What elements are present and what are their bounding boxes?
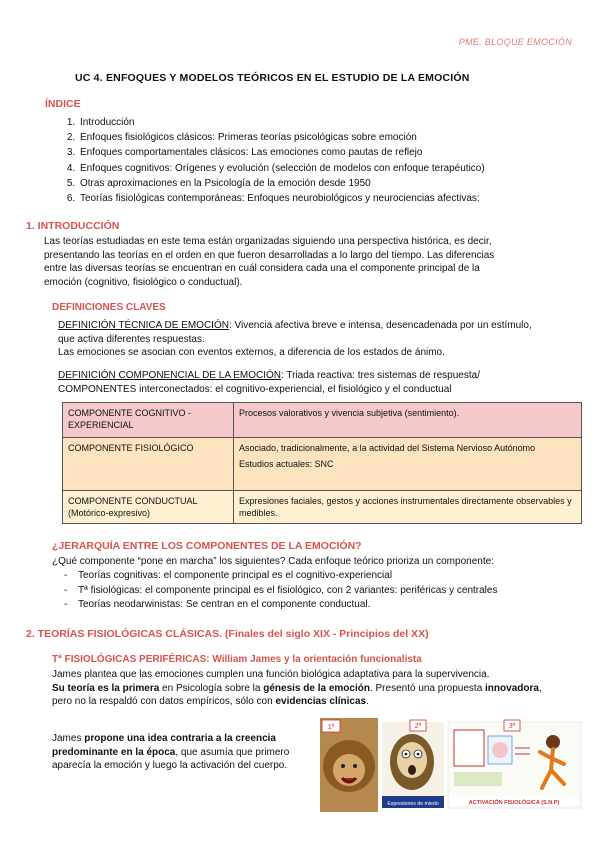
component-name: COMPONENTE COGNITIVO - EXPERIENCIAL — [63, 403, 234, 438]
index-list — [62, 115, 485, 206]
peripheral-theories-heading: Tª FISIOLÓGICAS PERIFÉRICAS: William James y la orientación funcionalista — [52, 654, 422, 665]
component-description — [234, 438, 582, 491]
componential-definition — [58, 369, 480, 396]
definitions-heading: DEFINICIONES CLAVES — [52, 302, 166, 313]
hierarchy-question: ¿Qué componente “pone en marcha” los siguientes? Cada enfoque teórico prioriza un componente: — [52, 556, 494, 567]
technical-definition-text: que activa diferentes respuestas. — [58, 333, 205, 345]
header-tag: PME. BLOQUE EMOCIÓN — [458, 37, 572, 47]
james-line: Su teoría es la primera en Psicología sobre la génesis de la emoción. Presentó una propuesta innovadora, — [52, 682, 542, 694]
hierarchy-list — [62, 569, 497, 613]
intro-paragraph — [44, 235, 494, 289]
james-paragraph — [52, 668, 542, 709]
table-row — [63, 438, 582, 491]
james-theory-illustration — [320, 718, 583, 812]
step-3-label: 3ª — [508, 723, 516, 730]
step-1-label: 1ª — [327, 724, 335, 731]
document-title: UC 4. ENFOQUES Y MODELOS TEÓRICOS EN EL ESTUDIO DE LA EMOCIÓN — [75, 72, 470, 84]
intro-line: entre las diversas teorías se encuentran en cuál considera cada una el componente principal de la — [44, 263, 480, 275]
james-proposal: James propone una idea contraria a la creencia predominante en la época, que asumía que primero aparecía la emoción y luego la activación del cuerpo. — [52, 733, 290, 772]
table-row — [63, 403, 582, 438]
index-item: 5. Otras aproximaciones en la Psicología de la emoción desde 1950 — [78, 176, 485, 191]
component-description: Expresiones faciales, gestos y acciones instrumentales directamente observables y medibles. — [234, 491, 582, 524]
technical-definition-text: : Vivencia afectiva breve e intensa, desencadenada por un estímulo, — [228, 320, 532, 331]
james-line: James plantea que las emociones cumplen una función biológica adaptativa para la supervivencia. — [52, 669, 490, 680]
list-item: - Teorías neodarwinistas: Se centran en el componente conductual. — [78, 598, 497, 613]
components-table — [62, 402, 582, 524]
componential-definition-text: COMPONENTES interconectados: el cognitivo-experiencial, el fisiológico y el conductual — [58, 383, 452, 395]
component-description: Procesos valorativos y vivencia subjetiva (sentimiento). — [234, 403, 582, 438]
list-item: - Teorías cognitivas: el componente principal es el cognitivo-experiencial — [78, 569, 497, 584]
intro-line: Las teorías estudiadas en este tema están organizadas siguiendo una perspectiva histórica, es decir, — [44, 236, 492, 247]
section2-heading: 2. TEORÍAS FISIOLÓGICAS CLÁSICAS. (Finales del siglo XIX - Principios del XX) — [26, 628, 429, 640]
technical-definition-label: DEFINICIÓN TÉCNICA DE EMOCIÓN — [58, 320, 229, 331]
component-description-text: Asociado, tradicionalmente, a la actividad del Sistema Nervioso Autónomo — [239, 443, 536, 453]
index-item: 1. Introducción — [78, 115, 485, 130]
component-description-extra: Estudios actuales: SNC — [239, 459, 334, 469]
index-item: 4. Enfoques cognitivos: Orígenes y evolución (selección de modelos con enfoque terapéutico) — [78, 161, 485, 176]
technical-definition — [58, 319, 532, 360]
componential-definition-label: DEFINICIÓN COMPONENCIAL DE LA EMOCIÓN — [58, 370, 281, 381]
intro-line: emoción (cognitivo, fisiológico o conductual). — [44, 276, 243, 288]
mood-distinction-text: Las emociones se asocian con eventos externos, a diferencia de los estados de ánimo. — [58, 347, 445, 359]
fear-caption: Expresiones de miedo — [387, 801, 439, 807]
componential-definition-text: : Triada reactiva: tres sistemas de respuesta/ — [281, 370, 480, 381]
component-name: COMPONENTE CONDUCTUAL (Motórico-expresivo) — [63, 491, 234, 524]
james-proposal-text: aparecía la emoción y luego la activación del cuerpo. — [52, 760, 288, 772]
hierarchy-heading: ¿JERARQUÍA ENTRE LOS COMPONENTES DE LA EMOCIÓN? — [52, 540, 362, 552]
intro-heading: 1. INTRODUCCIÓN — [26, 220, 120, 232]
index-heading: ÍNDICE — [45, 98, 81, 110]
intro-line: presentando las teorías en el orden en que fueron desarrolladas a lo largo del tiempo. Las diferencias — [44, 249, 495, 261]
table-row — [63, 491, 582, 524]
index-item: 2. Enfoques fisiológicos clásicos: Primeras teorías psicológicas sobre emoción — [78, 130, 485, 145]
component-name: COMPONENTE FISIOLÓGICO — [63, 438, 234, 491]
james-line: pero no la respaldó con datos empíricos, sólo con evidencias clínicas. — [52, 696, 369, 708]
index-item: 3. Enfoques comportamentales clásicos: Las emociones como pautas de reflejo — [78, 145, 485, 160]
physiological-activation-caption: ACTIVACIÓN FISIOLÓGICA (S.N.P) — [468, 800, 560, 806]
list-item: - Tª fisiológicas: el componente principal es el fisiológico, con 2 variantes: periféricas y centrales — [78, 584, 497, 599]
step-2-label: 2ª — [414, 723, 422, 730]
index-item: 6. Teorías fisiológicas contemporáneas: Enfoques neurobiológicos y neurociencias afectivas: — [78, 191, 485, 206]
